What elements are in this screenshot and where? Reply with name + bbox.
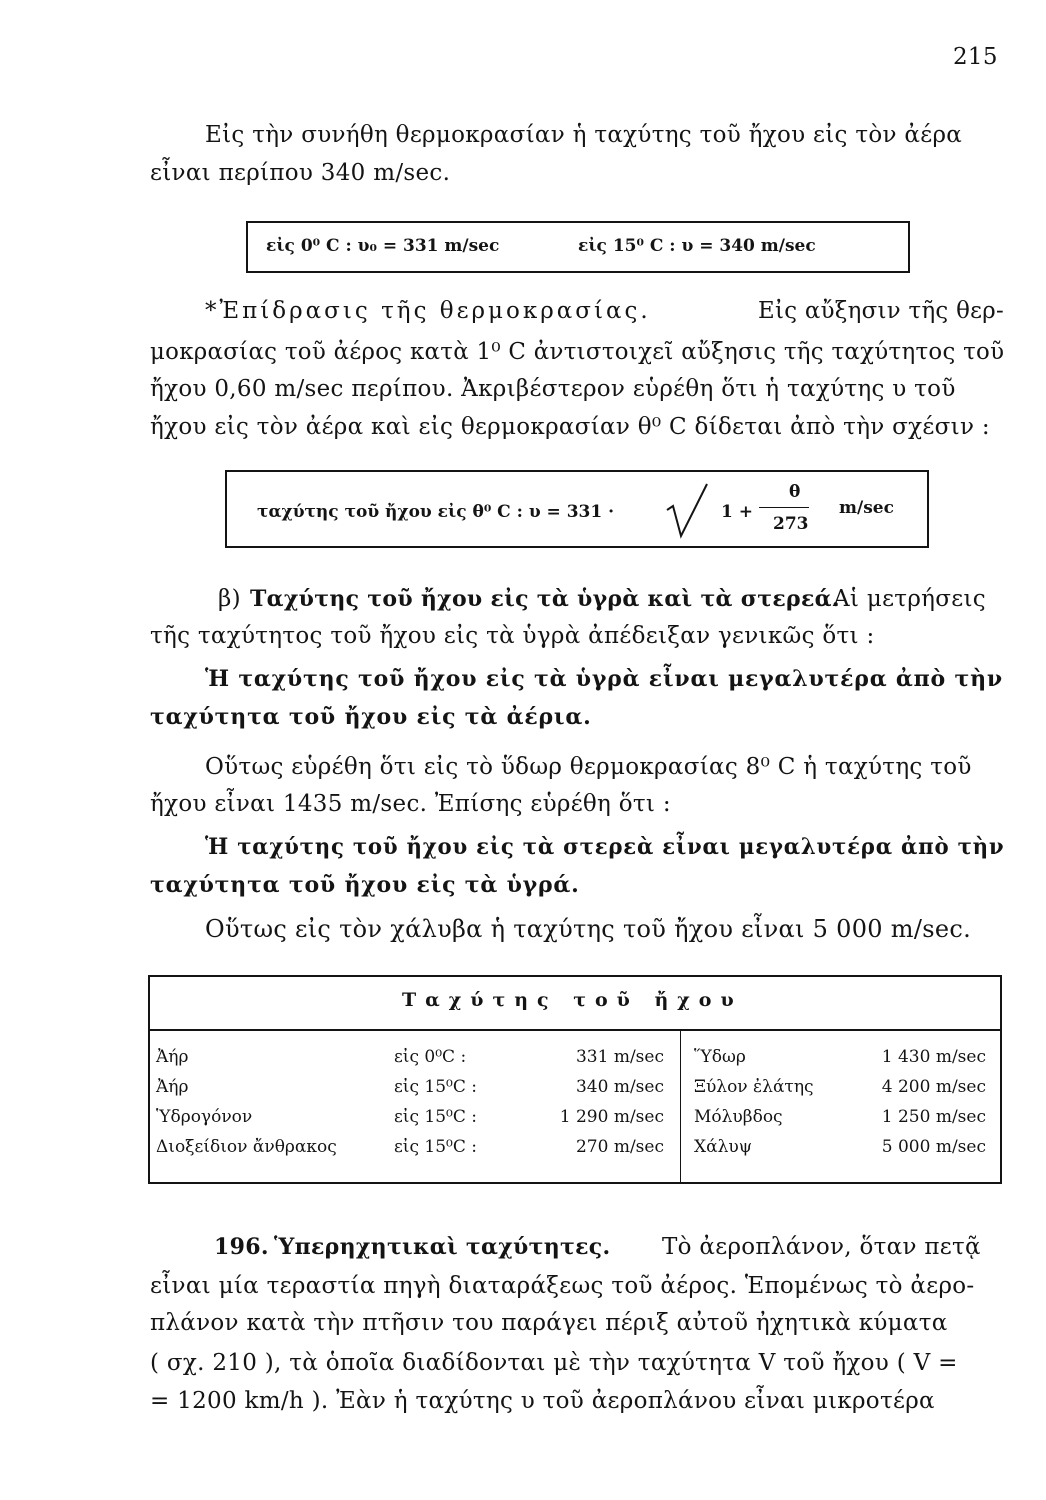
table-right-medium-4: Χάλυψ [694, 1137, 753, 1157]
table-right-speed-2: 4 200 m/sec [881, 1077, 986, 1097]
effect-heading: *Ἐπίδρασις τῆς θερμοκρασίας. [205, 298, 651, 324]
water-line-1: Οὕτως εὑρέθη ὅτι εἰς τὸ ὕδωρ θερμοκρασίας 8⁰ C ἡ ταχύτης τοῦ [205, 754, 972, 780]
section-196-title: Ὑπερηχητικαὶ ταχύτητες. [274, 1234, 611, 1260]
intro-line-2: εἶναι περίπου 340 m/sec. [150, 160, 451, 186]
effect-line-4: ἤχου εἰς τὸν ἀέρα καὶ εἰς θερμοκρασίαν θ⁰ C δίδεται ἀπὸ τὴν σχέσιν : [150, 414, 990, 440]
box1-left: εἰς 0⁰ C : υ₀ = 331 m/sec [266, 236, 500, 256]
table-right-medium-3: Μόλυβδος [694, 1107, 783, 1127]
section-196-line-5: = 1200 km/h ). Ἐὰν ἡ ταχύτης υ τοῦ ἀεροπλάνου εἶναι μικροτέρα [150, 1388, 935, 1414]
formula-numerator: θ [789, 482, 801, 502]
table-left-medium-3: Ὑδρογόνον [156, 1107, 253, 1127]
steel-line: Οὕτως εἰς τὸν χάλυβα ἡ ταχύτης τοῦ ἤχου εἶναι 5 000 m/sec. [205, 915, 972, 943]
page-number: 215 [953, 44, 998, 70]
section-b-line-2: τῆς ταχύτητος τοῦ ἤχου εἰς τὰ ὑγρὰ ἀπέδειξαν γενικῶς ὅτι : [150, 623, 875, 649]
water-line-2: ἤχου εἶναι 1435 m/sec. Ἐπίσης εὑρέθη ὅτι : [150, 791, 671, 817]
effect-line-1: Εἰς αὔξησιν τῆς θερ- [758, 298, 1005, 324]
effect-line-3: ἤχου 0,60 m/sec περίπου. Ἀκριβέστερον εὑρέθη ὅτι ἡ ταχύτης υ τοῦ [150, 376, 956, 402]
table-left-speed-4: 270 m/sec [575, 1137, 664, 1157]
table-left-temp-3: εἰς 15⁰C : [394, 1107, 477, 1127]
section-196-line-2: εἶναι μία τεραστία πηγὴ διαταράξεως τοῦ ἀέρος. Ἑπομένως τὸ ἀερο- [150, 1273, 975, 1299]
table-column-divider [680, 1031, 681, 1182]
section-b-title: Ταχύτης τοῦ ἤχου εἰς τὰ ὑγρὰ καὶ τὰ στερεά. [250, 586, 840, 612]
rule-1-line-2: ταχύτητα τοῦ ἤχου εἰς τὰ ἀέρια. [150, 704, 592, 730]
table-right-speed-3: 1 250 m/sec [881, 1107, 986, 1127]
intro-line-1: Εἰς τὴν συνήθη θερμοκρασίαν ἡ ταχύτης τοῦ ἤχου εἰς τὸν ἀέρα [205, 122, 963, 148]
table-left-speed-1: 331 m/sec [575, 1047, 664, 1067]
section-196-number: 196. [214, 1234, 269, 1260]
rule-2-line-2: ταχύτητα τοῦ ἤχου εἰς τὰ ὑγρά. [150, 872, 580, 898]
speed-temperature-box [246, 221, 910, 273]
table-header-rule [150, 1029, 1000, 1031]
formula-box [225, 470, 929, 548]
table-right-speed-4: 5 000 m/sec [881, 1137, 986, 1157]
effect-line-2: μοκρασίας τοῦ ἀέρος κατὰ 1⁰ C ἀντιστοιχεῖ αὔξησις τῆς ταχύτητος τοῦ [150, 339, 1005, 365]
rule-1-line-1: Ἡ ταχύτης τοῦ ἤχου εἰς τὰ ὑγρὰ εἶναι μεγαλυτέρα ἀπὸ τὴν [205, 666, 1003, 692]
formula-one-plus: 1 + [721, 502, 753, 522]
sqrt-sign [665, 482, 709, 540]
box1-right: εἰς 15⁰ C : υ = 340 m/sec [578, 236, 816, 256]
table-left-medium-1: Ἀήρ [156, 1047, 189, 1067]
section-196-line-4: ( σχ. 210 ), τὰ ὁποῖα διαδίδονται μὲ τὴν ταχύτητα V τοῦ ἤχου ( V = [150, 1350, 958, 1376]
table-left-medium-2: Ἀήρ [156, 1077, 189, 1097]
table-left-temp-2: εἰς 15⁰C : [394, 1077, 477, 1097]
table-left-speed-3: 1 290 m/sec [559, 1107, 664, 1127]
formula-unit: m/sec [839, 498, 894, 518]
formula-label: ταχύτης τοῦ ἤχου εἰς θ⁰ C : υ = 331 · [257, 502, 615, 522]
table-left-temp-4: εἰς 15⁰C : [394, 1137, 477, 1157]
section-b-prefix: β) [218, 586, 241, 612]
formula-denominator: 273 [773, 514, 809, 534]
section-196-line-3: πλάνον κατὰ τὴν πτῆσιν του παράγει πέριξ αὐτοῦ ἠχητικὰ κύματα [150, 1310, 948, 1336]
table-left-speed-2: 340 m/sec [575, 1077, 664, 1097]
rule-2-line-1: Ἡ ταχύτης τοῦ ἤχου εἰς τὰ στερεὰ εἶναι μεγαλυτέρα ἀπὸ τὴν [205, 834, 1005, 860]
fraction-bar [759, 507, 809, 508]
table-right-medium-1: Ὕδωρ [694, 1047, 746, 1067]
section-196-line-1: Τὸ ἀεροπλάνον, ὅταν πετᾷ [662, 1234, 981, 1260]
table-title: Ταχύτης τοῦ ἤχου [402, 989, 743, 1011]
section-b-line-1: Αἱ μετρήσεις [833, 586, 986, 612]
table-left-temp-1: εἰς 0⁰C : [394, 1047, 467, 1067]
speed-table [148, 975, 1002, 1184]
table-right-speed-1: 1 430 m/sec [881, 1047, 986, 1067]
table-right-medium-2: Ξύλον ἐλάτης [694, 1077, 814, 1097]
table-left-medium-4: Διοξείδιον ἄνθρακος [156, 1137, 337, 1157]
